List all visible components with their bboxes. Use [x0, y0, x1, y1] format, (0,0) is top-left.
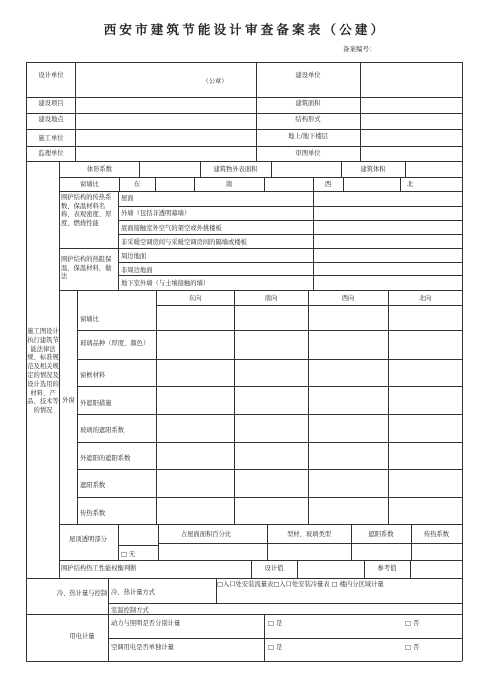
- rule-h: [59, 524, 462, 525]
- label-design-unit: 设计单位: [38, 72, 64, 79]
- window-direction-west: 西向: [341, 295, 355, 302]
- rule-v: [388, 290, 389, 524]
- label-design-value: 设计值: [264, 565, 284, 572]
- rule-h: [77, 359, 462, 360]
- checkbox-q2-yes[interactable]: □ 是: [268, 644, 283, 651]
- rule-h: [108, 638, 462, 639]
- window-direction-south: 南向: [264, 295, 278, 302]
- rule-h: [26, 146, 462, 147]
- label-ground-surrounding: 周边地面: [121, 253, 147, 260]
- label-shape-coefficient: 体形系数: [86, 166, 113, 173]
- rule-v: [139, 161, 140, 177]
- rule-v: [75, 62, 76, 161]
- label-reference-value: 参考值: [377, 565, 397, 572]
- window-row-glass-type: 玻璃品种（厚度、颜色）: [80, 340, 150, 347]
- checkbox-q1-no[interactable]: □ 否: [405, 620, 420, 627]
- rule-h: [118, 275, 462, 276]
- wwr-direction-south: 南: [225, 181, 233, 188]
- rule-h: [77, 386, 462, 387]
- window-row-external-shading: 外遮阳措施: [80, 400, 112, 407]
- form-title: 西安市建筑节能设计审查备案表（公建）: [103, 22, 387, 37]
- rule-v: [462, 62, 463, 661]
- rule-h: [59, 560, 462, 561]
- label-construction-unit-2: 施工单位: [38, 135, 64, 142]
- rule-h: [59, 290, 462, 291]
- label-skylight-sc: 遮阳系数: [368, 531, 394, 538]
- window-row-shading-coef: 遮阳系数: [80, 482, 106, 489]
- label-basement-wall: 地下室外墙（与土壤接触的墙）: [121, 280, 210, 287]
- rule-h: [26, 661, 462, 662]
- rule-v: [410, 560, 411, 578]
- label-project-location: 建设地点: [38, 116, 64, 123]
- label-exterior-wall: 外墙（包括非透明幕墙）: [121, 210, 191, 217]
- label-room-temp-control: 室温控制方式: [111, 607, 149, 614]
- record-number-label: 备案编号：: [343, 45, 376, 53]
- window-row-external-sc: 外遮阳的遮阳系数: [80, 455, 131, 462]
- rule-v: [411, 524, 412, 560]
- rule-h: [118, 220, 462, 221]
- rule-v: [297, 560, 298, 578]
- window-row-wwr: 窗墙比: [80, 316, 99, 323]
- label-window-section: 外窗: [62, 397, 75, 404]
- rule-h: [77, 414, 462, 415]
- rule-v: [264, 177, 265, 191]
- label-review-unit: 审图单位: [295, 150, 321, 157]
- wwr-direction-east: 东: [133, 181, 141, 188]
- label-seal: （公章）: [202, 78, 228, 85]
- label-roof: 屋面: [121, 195, 134, 202]
- label-glass-type: 型材、玻璃类型: [286, 531, 332, 538]
- label-skylight-heat: 传热系数: [423, 531, 450, 538]
- rule-h: [59, 248, 462, 249]
- window-row-heat-coef: 传热系数: [80, 510, 106, 517]
- rule-v: [351, 524, 352, 560]
- rule-v: [267, 524, 268, 560]
- label-metering-method: 冷、热计量方式: [111, 589, 156, 596]
- window-row-glass-sc: 玻璃的遮阳系数: [80, 427, 125, 434]
- rule-v: [59, 161, 60, 578]
- rule-h: [59, 191, 462, 192]
- label-structure-type: 结构形式: [295, 116, 321, 123]
- label-envelope-group-1: 围护结构的传热系数、保温材料名称、表观密度、厚度、燃烧性能: [61, 194, 112, 227]
- rule-h: [77, 442, 462, 443]
- rule-h: [118, 545, 158, 546]
- rule-v: [77, 290, 78, 524]
- window-direction-north: 北向: [418, 295, 432, 302]
- rule-v: [360, 62, 361, 161]
- label-floors: 地上/地下楼层: [288, 133, 328, 140]
- checkbox-q1-yes[interactable]: □ 是: [268, 620, 283, 627]
- label-building-volume: 建筑体积: [360, 166, 386, 173]
- checkbox-none[interactable]: □ 无: [121, 551, 136, 558]
- label-wwr: 窗墙比: [80, 181, 99, 188]
- label-hvac-metering: 冷、热计量与控制: [56, 590, 108, 597]
- question-power-lighting: 动力与照明是否分别计量: [111, 620, 181, 627]
- label-envelope-group-2: 围护结构的热阻保温、保温材料、做法: [61, 256, 112, 281]
- rule-v: [343, 177, 344, 191]
- rule-v: [271, 161, 272, 177]
- rule-h: [118, 262, 462, 263]
- rule-v: [308, 290, 309, 524]
- label-building-area: 建筑面积: [295, 100, 321, 107]
- rule-h: [26, 113, 462, 114]
- rule-h: [26, 129, 462, 130]
- label-partition: 非采暖空调房间与采暖空调房间的隔墙或楼板: [121, 239, 247, 246]
- label-performance-tradeoff: 围护结构热工性能权衡判断: [61, 565, 137, 572]
- label-floor-outdoor: 底面接触室外空气的架空或外挑楼板: [121, 225, 222, 232]
- rule-h: [156, 305, 462, 306]
- label-power-metering: 用电计量: [69, 633, 95, 640]
- rule-h: [26, 578, 462, 579]
- rule-h: [77, 330, 462, 331]
- metering-method-options[interactable]: □入口处安装流量表□入口处安装冷量表 □ 楼内分区域计量: [217, 581, 384, 588]
- checkbox-q2-no[interactable]: □ 否: [405, 644, 420, 651]
- rule-h: [26, 97, 462, 98]
- rule-v: [158, 524, 159, 560]
- rule-v: [155, 177, 156, 191]
- label-skylight: 屋顶透明部分: [69, 536, 107, 543]
- label-ground-non-surrounding: 非周边地面: [121, 267, 153, 274]
- label-supervision-unit: 监理单位: [38, 150, 64, 157]
- rule-v: [405, 161, 406, 177]
- rule-h: [118, 234, 462, 235]
- rule-v: [156, 290, 157, 524]
- label-exterior-area: 建筑物外表面积: [213, 166, 258, 173]
- rule-h: [158, 543, 462, 544]
- rule-v: [108, 578, 109, 661]
- wwr-direction-north: 北: [406, 181, 414, 188]
- window-row-frame-material: 窗框材料: [80, 372, 106, 379]
- rule-h: [118, 206, 462, 207]
- window-direction-east: 东向: [188, 295, 202, 302]
- rule-v: [234, 290, 235, 524]
- rule-v: [313, 248, 314, 290]
- section-label-design-compliance: 施工图设计执行建筑节能法律法规、标准规范及相关规定的情况及设计选用的材料、产品、技术等的情况: [27, 328, 59, 415]
- label-project-name: 建设项目: [38, 100, 64, 107]
- rule-h: [26, 161, 462, 162]
- rule-h: [26, 62, 462, 63]
- rule-h: [26, 614, 462, 615]
- label-area-ratio: 占屋面面积百分比: [180, 531, 232, 538]
- wwr-direction-west: 西: [324, 181, 332, 188]
- label-construction-unit: 建设单位: [295, 72, 321, 79]
- rule-h: [108, 603, 462, 604]
- rule-h: [77, 469, 462, 470]
- question-ac-power: 空调用电是否单独计量: [111, 644, 174, 651]
- rule-h: [77, 497, 462, 498]
- rule-v: [118, 524, 119, 560]
